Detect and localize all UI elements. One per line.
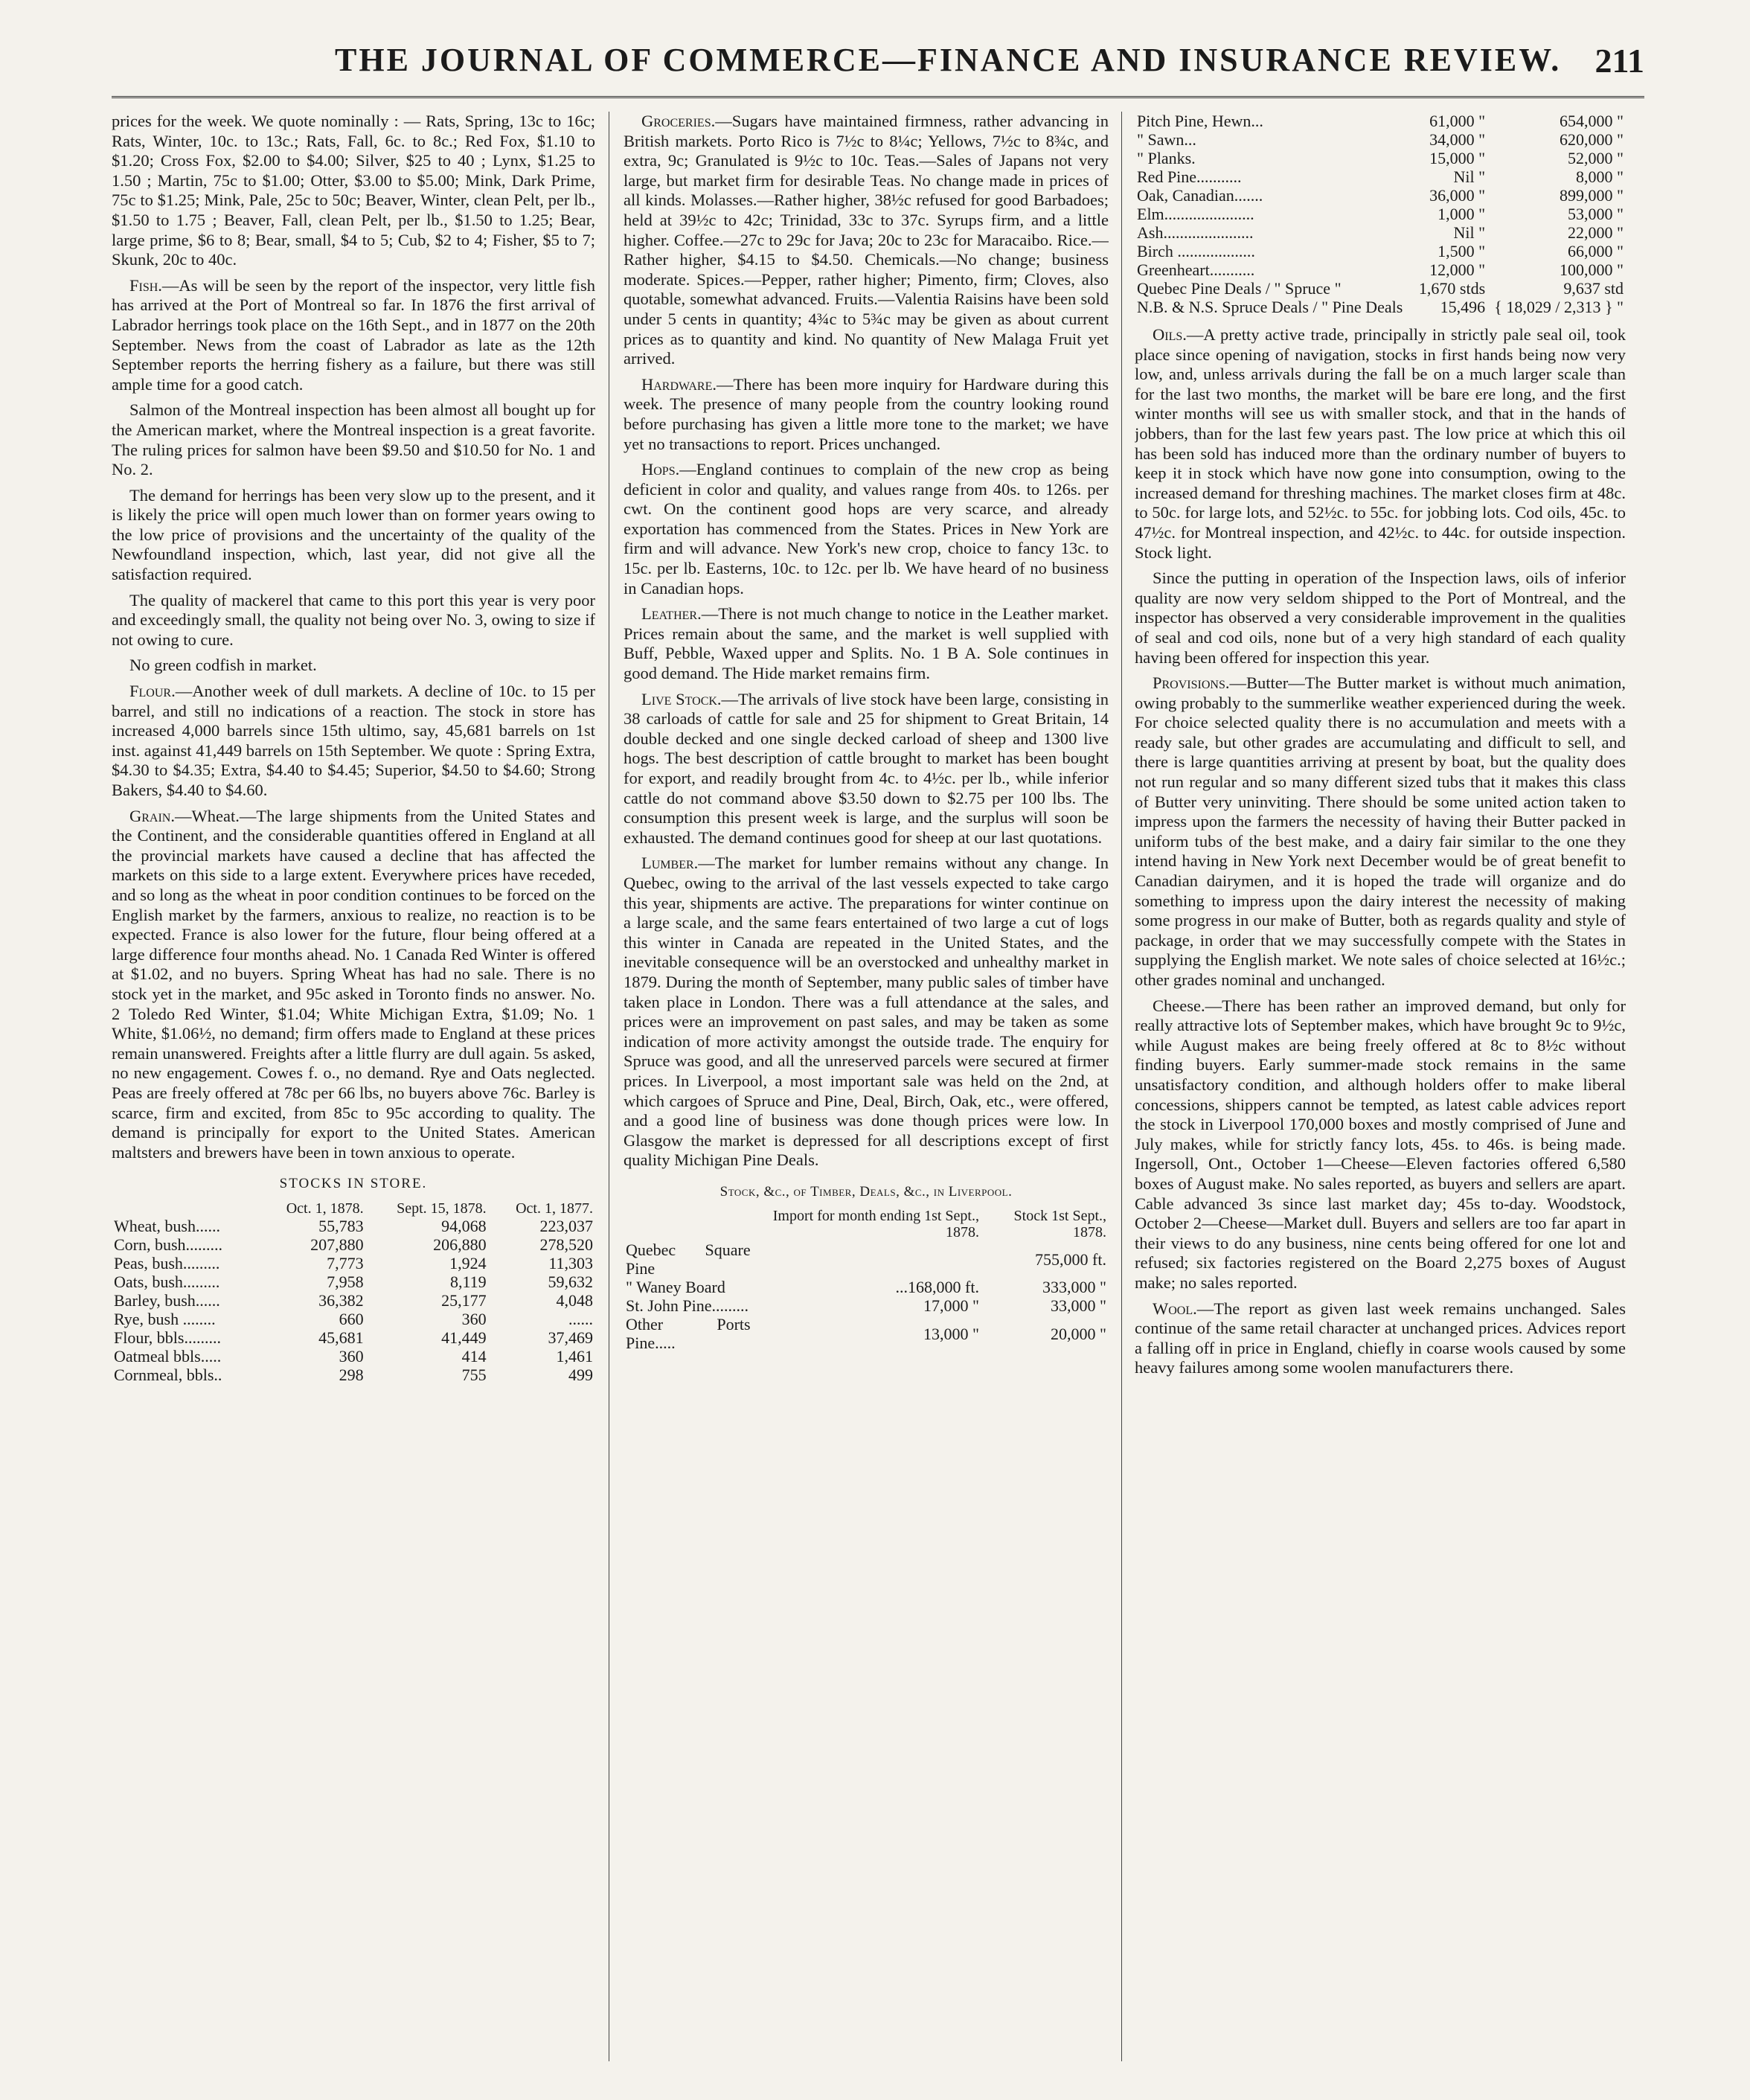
section-head-hardware: Hardware.— <box>641 374 734 394</box>
table-row: Elm...................... 1,000 " 53,000 " <box>1137 205 1624 223</box>
liverpool-caption: Stock, &c., of Timber, Deals, &c., in Liverpool. <box>719 1183 1013 1200</box>
table-row: " Sawn... 34,000 " 620,000 " <box>1137 130 1624 149</box>
livestock-paragraph: Live Stock.—The arrivals of live stock have been large, consisting in 38 carloads of cattle for sale and 25 for shipment to Great Britain, 14 double decked and one single decked carload of sheep and 1300 live hogs. The best description of cattle brought to market has been bought for export, and readily brought from 4c. to 4½c. per lb., while inferior cattle do not command above $3.50 down to $2.75 per 100 lbs. The consumption this present week is large, and the surplus will soon be exhausted. The demand continues good for sheep at our last quotations. <box>624 689 1109 847</box>
mackerel-paragraph: The quality of mackerel that came to this port this year is very poor and exceedingly small, the quality not being over No. 3, owing to size if not owing to cure. <box>112 590 595 649</box>
liverpool-table <box>624 1208 1109 1352</box>
section-head-livestock: Live Stock.— <box>641 689 739 708</box>
hardware-paragraph: Hardware.—There has been more inquiry for Hardware during this week. The presence of many people from the country looking round before purchasing has given a little more tone to the market; we have yet no transactions to report. Prices unchanged. <box>624 374 1109 453</box>
column-middle <box>624 112 1109 2061</box>
table-row: " Waney Board ...168,000 ft. 333,000 " <box>626 1278 1106 1297</box>
table-row: Ash...................... Nil " 22,000 " <box>1137 223 1624 242</box>
column-right <box>1135 112 1626 2061</box>
table-row: Rye, bush ........ 660 360 ...... <box>114 1309 593 1328</box>
table-row: Cornmeal, bbls.. 298 755 499 <box>114 1365 593 1384</box>
section-head-provisions: Provisions.— <box>1153 673 1246 693</box>
lumber-paragraph: Lumber.—The market for lumber remains without any change. In Quebec, owing to the arrival of the last vessels expected to take cargo this year, shipments are active. The preparations for winter continue on a large scale, and the same fears entertained of two large a cut of logs this winter in Canada are repeated in the United States, and the inevitable consequence will be an overstocked and unhealthy market in 1879. During the month of September, many public sales of timber have taken place in London. There was a full attendance at the sales, and prices were an improvement on past sales, and may be taken as some indication of more activity amongst the outside trade. The enquiry for Spruce was good, and all the unreserved parcels were secured at firmer prices. In Liverpool, a most important sale was held on the 2nd, at which cargoes of Spruce and Pine, Deal, Birch, Oak, etc., were offered, and a good line of business was done though prices were low. In Glasgow the market is depressed for all descriptions except of first quality Michigan Pine Deals. <box>624 854 1109 1170</box>
column-divider <box>1121 112 1122 2061</box>
section-head-groceries: Groceries.— <box>641 112 732 130</box>
stocks-caption: STOCKS IN STORE. <box>279 1176 428 1192</box>
table-row: Oats, bush......... 7,958 8,119 59,632 <box>114 1272 593 1291</box>
grain-paragraph: Grain.—Wheat.—The large shipments from the United States and the Continent, and the considerable quantities offered in England at all the provincial markets have caused a decline that has affected the markets on this side to a large extent. Everywhere prices have receded, and so long as the wheat in poor condition continues to be forced on the English market by the farmers, anxious to realize, no reaction is to be expected. France is also lower for the future, flour being offered at a large difference four months ahead. No. 1 Canada Red Winter is offered at $1.02, and no buyers. Spring Wheat has had no sale. There is no stock yet in the market, and 95c asked in Toronto finds no answer. No. 2 Toledo Red Winter, $1.04; White Michigan Extra, $1.09; No. 1 White, $1.06½, no demand; firm offers made to England at these prices remain unanswered. Freights after a little flurry are dull again. 5s asked, no new engagement. Cowes f. o., no demand. Rye and Oats neglected. Peas are freely offered at 78c per 66 lbs, no buyers above 76c. Barley is scarce, firm and excited, from 85c to 95c according to quality. The demand is principally for export to the United States. American maltsters and brewers have been in town anxious to operate. <box>112 806 595 1162</box>
furs-paragraph: prices for the week. We quote nominally : — Rats, Spring, 13c to 16c; Rats, Winter, 10c. to 13c.; Rats, Fall, 6c. to 8c.; Red Fox, $1.10 to $1.20; Cross Fox, $2.00 to $4.00; Silver, $25 to 40 ; Lynx, $1.25 to 1.50 ; Martin, 75c to $1.00; Otter, $3.00 to $5.00; Mink, Dark Prime, 75c to $1.25; Mink, Pale, 25c to 50c; Beaver, Winter, clean Pelt, per lb., $1.50 to 1.75 ; Beaver, Fall, clean Pelt, per lb., $1.50 to 1.25; Bear, large prime, $6 to 8; Bear, small, $4 to 5; Cub, $2 to 4; Fisher, $5 to 7; Skunk, 20c to 40c. <box>112 112 595 269</box>
section-head-leather: Leather.— <box>641 604 719 624</box>
table-row: Pitch Pine, Hewn... 61,000 " 654,000 " <box>1137 112 1624 130</box>
table-row: Oak, Canadian....... 36,000 " 899,000 " <box>1137 186 1624 205</box>
section-head-oils: Oils.— <box>1153 325 1204 344</box>
running-head: THE JOURNAL OF COMMERCE—FINANCE AND INSURANCE REVIEW. <box>335 42 1562 78</box>
fish-paragraph: Fish.—As will be seen by the report of the inspector, very little fish has arrived at the Port of Montreal so far. In 1876 the first arrival of Labrador herrings took place on the 16th Sept., and in 1877 on the 20th September. News from the coast of Labrador as late as the 12th September reports the herring fishery as a failure, but there was still ample time for a good catch. <box>112 275 595 394</box>
table-row: Corn, bush......... 207,880 206,880 278,520 <box>114 1235 593 1254</box>
header-rule <box>112 96 1644 98</box>
table-row: Quebec Pine Deals / " Spruce " 1,670 stds 9,637 std <box>1137 279 1624 298</box>
stocks-table <box>112 1200 595 1384</box>
table-row: Red Pine........... Nil " 8,000 " <box>1137 167 1624 186</box>
table-row: Birch ................... 1,500 " 66,000 " <box>1137 242 1624 260</box>
table-row: Barley, bush...... 36,382 25,177 4,048 <box>114 1290 593 1310</box>
flour-paragraph: Flour.—Another week of dull markets. A decline of 10c. to 15 per barrel, and still no indications of a reaction. The stock in store has increased 4,000 barrels since 15th ultimo, say, 45,681 barrels on 1st inst. against 41,449 barrels on 15th September. We quote : Spring Extra, $4.30 to $4.35; Extra, $4.40 to $4.45; Superior, $4.50 to $4.60; Strong Bakers, $4.40 to $4.60. <box>112 682 595 799</box>
cheese-paragraph: Cheese.—There has been rather an improved demand, but only for really attractive lots of September makes, which have brought 9c to 9½c, while August makes are being freely offered at 8c to 8½c without finding buyers. Early summer-made stock remains in the same unsatisfactory condition, and although holders offer to make liberal concessions, shippers cannot be tempted, as latest cable advices report the stock in Liverpool 170,000 boxes and mostly comprised of June and July makes, while for strictly fancy lots, 45s. to 46s. is being made. Ingersoll, Ont., October 1—Cheese—Eleven factories offered 6,580 boxes of August make. No sales reported, as buyers and sellers are apart. Cable advanced 3s since last market day; 45s to-day. Woodstock, October 2—Cheese—Market dull. Buyers and sellers are too far apart in their views to do any business, nine cents being offered for one lot and refused; six factories registered on the Board 2,275 boxes of August make; no sales reported. <box>1135 996 1626 1292</box>
column-left <box>112 112 595 2061</box>
groceries-paragraph: Groceries.—Sugars have maintained firmness, rather advancing in British markets. Porto Rico is 7½c to 8¼c; Yellows, 7½c to 8¾c, and extra, 9c; Granulated is 9½c to 10c. Teas.—Sales of Japans not very large, but market firm for desirable Teas. No change made in prices of all kinds. Molasses.—Rather higher, 38½c refused for good Barbadoes; held at 39½c to 42c; Trinidad, 33c to 37c. Syrups firm, and a little higher. Coffee.—27c to 29c for Java; 20c to 23c for Maracaibo. Rice.—Rather higher, $4.15 to $4.50. Chemicals.—No change; business moderate. Spices.—Pepper, rather higher; Pimento, firm; Cloves, also quotable, somewhat advanced. Fruits.—Valentia Raisins have been sold under 5 cents in quantity; 4¾c to 5¾c may be given as about current prices as to quantity and kind. No quantity of New Malaga Fruit yet arrived. <box>624 112 1109 368</box>
table-row: N.B. & N.S. Spruce Deals / " Pine Deals 15,496 { 18,029 / 2,313 } " <box>1137 298 1624 316</box>
table-row: Oatmeal bbls..... 360 414 1,461 <box>114 1346 593 1366</box>
table-row: St. John Pine......... 17,000 " 33,000 " <box>626 1296 1106 1316</box>
leather-paragraph: Leather.—There is not much change to notice in the Leather market. Prices remain about the same, and the market is well supplied with Buff, Pebble, Waxed upper and Splits. No. 1 B A. Sole continues in good demand. The Hide market remains firm. <box>624 604 1109 683</box>
section-head-flour: Flour.— <box>129 682 193 701</box>
oils-inspection-paragraph: Since the putting in operation of the Inspection laws, oils of inferior quality are now very seldom shipped to the Port of Montreal, and the inspector has observed a very considerable improvement in the qualities of seal and cod oils, none but of a very high standard of each quality having been offered for inspection this year. <box>1135 569 1626 667</box>
page-number: 211 <box>1594 42 1644 80</box>
codfish-paragraph: No green codfish in market. <box>129 656 317 675</box>
table-row: Peas, bush......... 7,773 1,924 11,303 <box>114 1253 593 1273</box>
table-row: Flour, bbls......... 45,681 41,449 37,469 <box>114 1328 593 1347</box>
page-header <box>112 41 1644 93</box>
table-row: Wheat, bush...... 55,783 94,068 223,037 <box>114 1216 593 1235</box>
herring-paragraph: The demand for herrings has been very slow up to the present, and it is likely the price will open much lower than on former years owing to the low price of provisions and the uncertainty of the quality of the Newfoundland inspection, which, last year, did not give all the satisfaction required. <box>112 485 595 584</box>
oils-paragraph: Oils.—A pretty active trade, principally in strictly pale seal oil, took place since opening of navigation, stocks in first hands being now very low, and, unless arrivals during the fall be on a much larger scale than for the last two months, the market will be bare ere long, and the first winter months will see us with smaller stock, and that in the hands of jobbers, than for the last few years past. The low price at which this oil has been sold has induced more than the ordinary number of buyers to keep it in stock which have now gone into consumption, owing to the increased demand for threshing machines. The market closes firm at 48c. to 50c. for large lots, and 52½c. to 55c. for jobbing lots. Cod oils, 45c. to 47½c. for Montreal inspection, and 42½c. to 44c. for outside inspection. Stock light. <box>1135 325 1626 562</box>
section-head-grain: Grain.— <box>129 806 192 825</box>
salmon-paragraph: Salmon of the Montreal inspection has been almost all bought up for the American market, where the Montreal inspection is a great favorite. The ruling prices for salmon have been $9.50 and $10.50 for No. 1 and No. 2. <box>112 400 595 479</box>
stocks-header-row: Oct. 1, 1878. Sept. 15, 1878. Oct. 1, 1877. <box>286 1200 593 1217</box>
table-row: " Planks. 15,000 " 52,000 " <box>1137 149 1624 167</box>
section-head-wool: Wool.— <box>1153 1299 1214 1318</box>
liverpool-header-row: Import for month ending 1st Sept., 1878. Stock 1st Sept., 1878. <box>772 1208 1106 1241</box>
provisions-paragraph: Provisions.—Butter—The Butter market is without much animation, owing probably to the summerlike weather experienced during the week. For choice selected quality there is no accumulation and meets with a ready sale, but other grades are accumulating and difficult to sell, and there is large quantities arriving at present by boat, but the quality does not run regular and so many different sized tubs that it makes this class of Butter very uninviting. There should be some united action taken to impress upon the farmers the necessity of having their Butter packed in uniform tubs of the best make, and a dairy fair similar to the one they intend having in New York next December would be of great benefit to Canadian dairymen, and it is hoped the trade will organize and do something to impress upon the dairy interest the necessity of making some progress in our make of Butter, both as regards quality and style of package, in order that we may successfully compete with the States in supplying the English market. We note sales of choice selected at 16½c.; other grades nominal and unchanged. <box>1135 673 1626 989</box>
section-head-fish: Fish.— <box>129 275 179 295</box>
section-head-lumber: Lumber.— <box>641 854 715 873</box>
section-head-hops: Hops.— <box>641 460 696 479</box>
hops-paragraph: Hops.—England continues to complain of the new crop as being deficient in color and quality, and values range from 40s. to 126s. per cwt. On the continent good hops are very scarce, and already exportation has commenced from the States. Prices in New York are firm and will advance. New York's new crop, choice to fancy 13c. to 15c. per lb. Easterns, 10c. to 12c. per lb. We have heard of no business in Canadian hops. <box>624 460 1109 598</box>
timber-table <box>1135 112 1626 316</box>
table-row: Greenheart........... 12,000 " 100,000 " <box>1137 260 1624 279</box>
table-row: Other Ports Pine..... 13,000 " 20,000 " <box>626 1315 1106 1353</box>
table-row: Quebec Square Pine 755,000 ft. <box>626 1241 1106 1278</box>
wool-paragraph: Wool.—The report as given last week remains unchanged. Sales continue of the same retail character at unchanged prices. Advices report a falling off in price in England, chiefly in coarse wools caused by some heavy failures among some woolen manufacturers there. <box>1135 1299 1626 1377</box>
